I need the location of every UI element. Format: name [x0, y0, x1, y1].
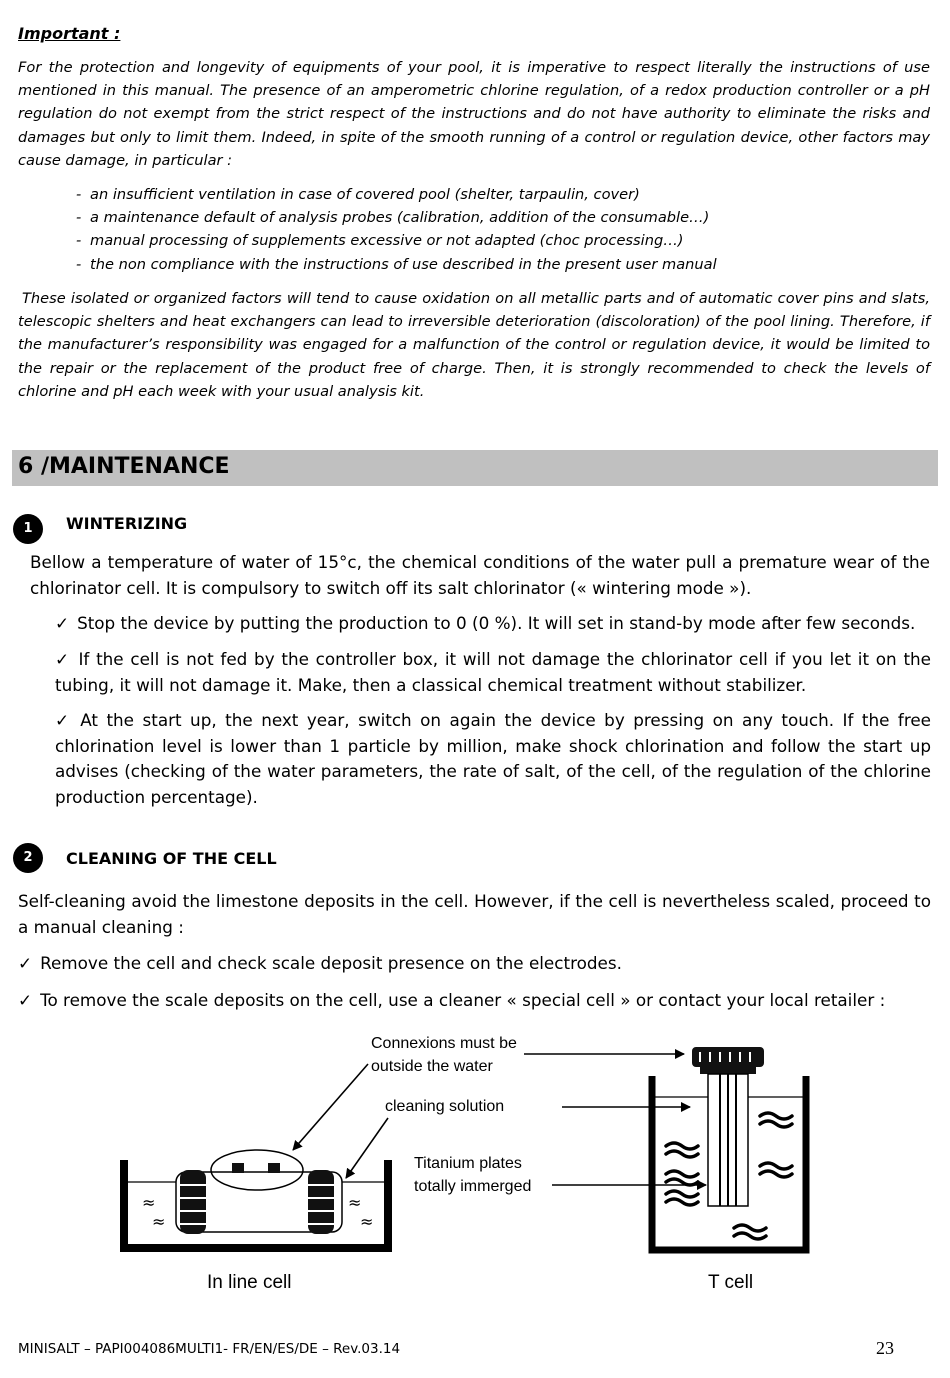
- winterizing-check-1: ✓ Stop the device by putting the production to 0 (0 %). It will set in stand-by mode after few seconds.: [55, 613, 916, 633]
- step-number-badge: 2: [13, 843, 43, 873]
- winterizing-intro: Bellow a temperature of water of 15°c, the chemical conditions of the water pull a premature wear of the chlorinator cell. It is compulsory to switch off its salt chlorinator (« wintering mode »).: [30, 552, 930, 598]
- footer-document-ref: MINISALT – PAPI004086MULTI1- FR/EN/ES/DE – Rev.03.14: [18, 1341, 401, 1357]
- checkmark-icon: ✓: [55, 710, 73, 730]
- label-titanium-line-2: totally immerged: [414, 1178, 532, 1195]
- label-connexions-line-2: outside the water: [371, 1058, 493, 1075]
- winterizing-check-2: ✓ If the cell is not fed by the controller box, it will not damage the chlorinator cell if you let it on the tubing, it will not damage it. Make, then a classical chemical treatment without stabilizer.: [55, 649, 931, 695]
- list-item: - an insufficient ventilation in case of covered pool (shelter, tarpaulin, cover): [76, 186, 640, 203]
- wave-icon: ≈: [152, 1212, 166, 1231]
- winterizing-check-3: ✓ At the start up, the next year, switch on again the device by pressing on any touch. If the free chlorination level is lower than 1 particle by million, make shock chlorination and follow the start up advises (checking of the water parameters, the rate of salt, of the cell, of the regulation of the chlorine production percentage).: [55, 710, 932, 807]
- checkmark-icon: ✓: [18, 990, 33, 1010]
- important-paragraph-2: These isolated or organized factors will tend to cause oxidation on all metallic parts and of automatic cover pins and slats, telescopic shelters and heat exchangers can lead to irreversible deterioration (discoloration) of the pool lining. Therefore, if the manufacturer’s responsibility was engaged for a malfunction of the control or regulation device, it would be limited to the repair or the replacement of the product free of charge. Then, it is strongly recommended to check the levels of chlorine and pH each week with your usual analysis kit.: [18, 290, 930, 400]
- caption-inline-cell: In line cell: [207, 1272, 292, 1293]
- checkmark-icon: ✓: [18, 953, 33, 973]
- damage-factors-list: [76, 183, 717, 276]
- t-cell-body: [692, 1047, 764, 1206]
- caption-t-cell: T cell: [708, 1272, 754, 1293]
- section-heading-bar: [12, 450, 938, 486]
- important-title: Important :: [18, 24, 121, 43]
- important-paragraph-1: For the protection and longevity of equipments of your pool, it is imperative to respect literally the instructions of use mentioned in this manual. The presence of an amperometric chlorine regulation, of a redox production controller or a pH regulation do not exempt from the strict respect of the instructions and do not have authority to eliminate the risks and damages but only to limit them. Indeed, in spite of the smooth running of a control or regulation device, other factors may cause damage, in particular :: [18, 59, 930, 169]
- page-number: 23: [876, 1338, 894, 1358]
- wave-icon: ≈: [360, 1212, 374, 1231]
- cell-cleaning-diagram: [0, 1020, 950, 1305]
- section-title: 6 /MAINTENANCE: [18, 454, 230, 479]
- label-connexions-line-1: Connexions must be: [371, 1035, 517, 1052]
- list-item: - the non compliance with the instructions of use described in the present user manual: [76, 255, 717, 273]
- label-cleaning-solution: cleaning solution: [385, 1098, 505, 1115]
- inline-cell-body: [176, 1150, 342, 1234]
- label-titanium-line-1: Titanium plates: [414, 1155, 522, 1172]
- wave-icon: ≈: [142, 1193, 156, 1212]
- cleaning-check-2: ✓ To remove the scale deposits on the cell, use a cleaner « special cell » or contact your local retailer :: [18, 990, 886, 1010]
- cleaning-heading: CLEANING OF THE CELL: [66, 849, 277, 868]
- cleaning-intro: Self-cleaning avoid the limestone deposits in the cell. However, if the cell is nevertheless scaled, proceed to a manual cleaning :: [18, 891, 931, 937]
- step-number-badge: 1: [13, 514, 43, 544]
- list-item: - a maintenance default of analysis probes (calibration, addition of the consumable…): [76, 209, 710, 227]
- cleaning-check-1: ✓ Remove the cell and check scale deposit presence on the electrodes.: [18, 953, 622, 973]
- wave-icon: ≈: [348, 1193, 362, 1212]
- list-item: - manual processing of supplements excessive or not adapted (choc processing…): [76, 232, 684, 250]
- checkmark-icon: ✓: [55, 613, 70, 633]
- winterizing-heading: WINTERIZING: [66, 514, 188, 533]
- checkmark-icon: ✓: [55, 649, 71, 669]
